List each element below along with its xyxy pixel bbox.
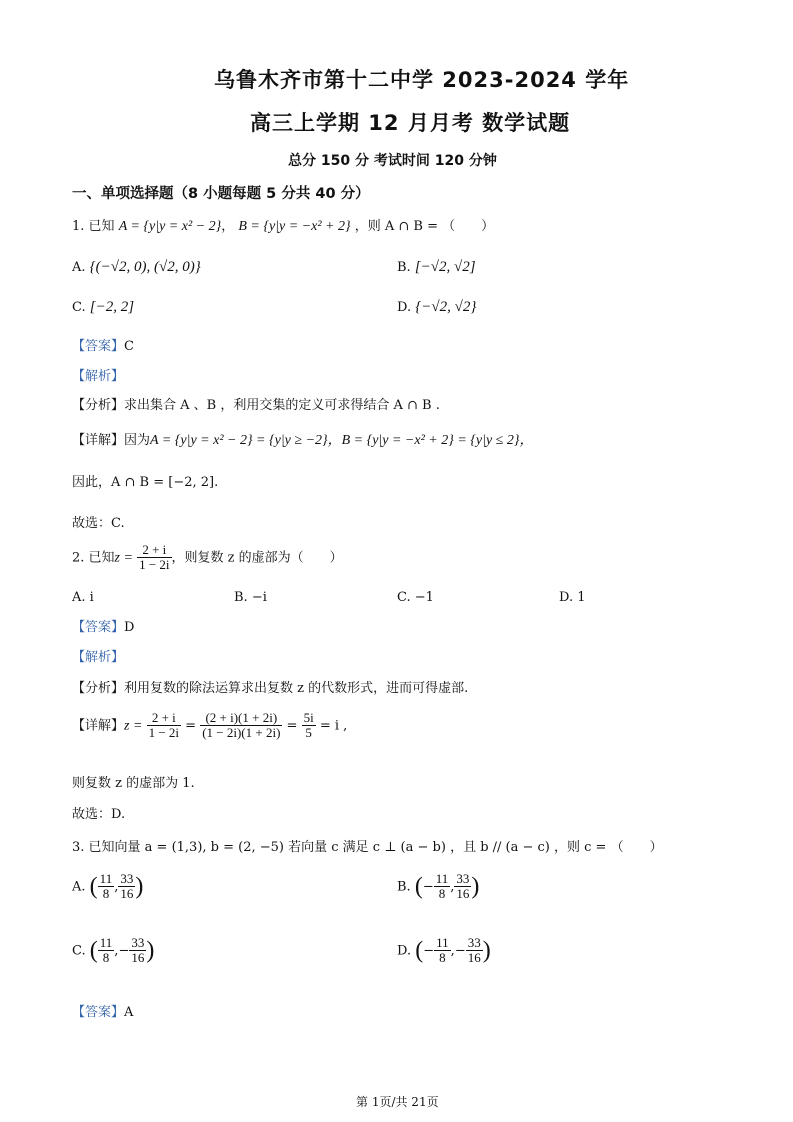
q1-fenxi [72, 398, 440, 414]
paren-open: ( [415, 937, 424, 964]
q1-analysis-heading [72, 369, 124, 385]
fraction-numerator: 2 + i [147, 711, 181, 726]
answer-label: 【答案】 [72, 620, 125, 635]
option-label: C. [72, 300, 86, 315]
q1-option-c [72, 298, 134, 316]
analysis-label: 【解析】 [72, 369, 125, 384]
q2-answer [72, 620, 134, 636]
paren-open: ( [89, 873, 98, 900]
option-label: C. [72, 943, 86, 959]
fraction-numerator: 2 + i [137, 543, 171, 558]
option-text: [−2, 2] [89, 299, 135, 315]
option-label: D. [397, 300, 412, 315]
fraction-numerator: 33 [120, 871, 134, 886]
fraction-numerator: 33 [456, 871, 470, 886]
answer-value: C [124, 339, 134, 354]
question-2-number: 2. 已知 [72, 550, 115, 566]
q3-option-d: D. (− $\frac{11}{8}$ ,− $\frac{33}{16}$ ) [397, 935, 491, 966]
answer-label: 【答案】 [72, 339, 125, 354]
q2-fraction [137, 543, 171, 573]
option-label: D. [397, 943, 412, 959]
option-text: [−√2, √2] [414, 259, 476, 275]
paren-open: ( [89, 937, 98, 964]
option-text: {−√2, √2} [415, 299, 477, 315]
answer-label: 【答案】 [72, 1005, 125, 1020]
fraction-denominator: 16 [120, 886, 134, 902]
equals: = [185, 718, 197, 734]
vector-y-fraction [118, 872, 135, 902]
option-label: A. [72, 260, 86, 275]
analysis-label: 【解析】 [72, 650, 125, 665]
equals: = [286, 718, 298, 734]
page-title-line1: 乌鲁木齐市第十二中学 2023-2024 学年 [214, 68, 630, 92]
q2-choose: 故选：D. [72, 807, 126, 822]
section-heading: 一、单项选择题（8 小题每题 5 分共 40 分） [72, 186, 370, 202]
paren-close: ) [146, 937, 155, 964]
detail-fraction-2 [200, 711, 282, 741]
fraction-denominator: 8 [102, 950, 110, 966]
sign-2: − [454, 943, 466, 959]
option-label: B. [234, 590, 248, 605]
vector-x-fraction [434, 872, 451, 902]
fraction-numerator: 11 [436, 935, 449, 950]
paren-open: ( [414, 873, 423, 900]
option-text: i [89, 590, 94, 605]
q2-conclusion: 则复数 z 的虚部为 1. [72, 776, 195, 791]
q3-answer [72, 1005, 133, 1021]
fraction-denominator: 16 [467, 950, 481, 966]
q2-option-d [559, 590, 586, 606]
fraction-numerator: (2 + i)(1 + 2i) [200, 711, 282, 726]
option-text: −1 [414, 590, 434, 605]
paren-close: ) [135, 873, 144, 900]
fraction-numerator: 11 [435, 871, 449, 886]
q3-option-b: B. (− $\frac{11}{8}$ , $\frac{33}{16}$ ) [397, 871, 480, 902]
q1-option-d [397, 298, 476, 316]
q2-option-c [397, 590, 434, 606]
answer-value: A [124, 1005, 134, 1020]
q1-detail [72, 433, 533, 450]
fenxi-label: 【分析】 [72, 681, 125, 696]
fraction-numerator: 11 [99, 871, 113, 886]
question-2-ask: ，则复数 z 的虚部为（ ） [171, 550, 343, 566]
question-3-stem: 3. 已知向量 a = (1,3), b = (2, −5) 若向量 c 满足 c ⊥ (a − b) ，且 b // (a − c) ，则 c = （ ） [72, 840, 663, 855]
page-number: 第 1页/共 21页 [356, 1095, 439, 1109]
comma: ， [221, 219, 235, 234]
paren-close: ) [482, 937, 491, 964]
fraction-numerator: 11 [99, 935, 113, 950]
fenxi-label: 【分析】 [72, 398, 125, 413]
fraction-numerator: 33 [131, 935, 145, 950]
q2-option-a [72, 590, 94, 606]
fraction-denominator: 8 [102, 886, 110, 902]
q2-option-b [234, 590, 267, 606]
question-1-ask: ，则 A ∩ B = （ ） [354, 219, 495, 234]
page-title-line2: 高三上学期 12 月月考 数学试题 [250, 111, 571, 135]
option-label: A. [72, 879, 86, 895]
q1-therefore: 因此，A ∩ B = [−2, 2]. [72, 475, 219, 490]
set-a: A = {y|y = x² − 2} [118, 219, 222, 234]
vector-x-fraction [434, 936, 451, 966]
detail-fraction-3 [302, 711, 316, 741]
option-text: −i [251, 590, 267, 605]
q2-fenxi [72, 681, 468, 697]
q1-choose: 故选：C. [72, 516, 125, 531]
option-text: 1 [577, 590, 586, 605]
option-label: B. [397, 260, 411, 275]
z-eq: z = [114, 550, 133, 566]
fraction-denominator: 8 [438, 886, 446, 902]
sign-1: − [422, 879, 434, 895]
answer-value: D [124, 620, 135, 635]
q1-option-a [72, 258, 201, 276]
q1-option-b [397, 258, 476, 276]
sign-2: − [118, 943, 130, 959]
detail-lead: 因为 [124, 433, 151, 448]
option-label: A. [72, 590, 86, 605]
detail-end: = i , [319, 718, 348, 734]
vector-y-fraction [454, 872, 471, 902]
fenxi-text: 利用复数的除法运算求出复数 z 的代数形式，进而可得虚部. [124, 681, 469, 696]
q3-option-c: C. ( $\frac{11}{8}$ ,− $\frac{33}{16}$ ) [72, 935, 155, 966]
option-label: C. [397, 590, 411, 605]
fraction-denominator: 1 − 2i [139, 557, 170, 573]
paren-close: ) [471, 873, 480, 900]
vector-y-fraction [466, 936, 483, 966]
fraction-denominator: (1 − 2i)(1 + 2i) [202, 725, 281, 741]
fenxi-text: 求出集合 A 、B ，利用交集的定义可求得结合 A ∩ B . [124, 398, 440, 413]
exam-subtitle: 总分 150 分 考试时间 120 分钟 [288, 153, 497, 169]
fraction-denominator: 5 [305, 725, 312, 741]
vector-x-fraction [98, 872, 115, 902]
fraction-denominator: 16 [456, 886, 470, 902]
vector-x-fraction [98, 936, 115, 966]
detail-fraction-1 [147, 711, 181, 741]
q2-detail [72, 711, 347, 741]
detail-label: 【详解】 [72, 433, 125, 448]
question-1-stem [72, 219, 494, 236]
question-1-number: 1. 已知 [72, 219, 115, 234]
question-2-stem [72, 543, 343, 573]
fraction-denominator: 16 [131, 950, 145, 966]
q2-analysis-heading [72, 650, 124, 666]
q3-option-a: A. ( $\frac{11}{8}$ , $\frac{33}{16}$ ) [72, 871, 144, 902]
sign-1: − [423, 943, 435, 959]
fraction-numerator: 33 [467, 935, 481, 950]
d-z: z = [124, 718, 143, 734]
fraction-numerator: 5i [303, 710, 314, 725]
fraction-denominator: 1 − 2i [148, 725, 180, 741]
option-label: D. [559, 590, 574, 605]
vector-y-fraction [129, 936, 146, 966]
fraction-denominator: 8 [439, 950, 446, 966]
q1-answer [72, 339, 134, 355]
option-text: {(−√2, 0), (√2, 0)} [89, 259, 201, 275]
set-b: B = {y|y = −x² + 2} [238, 219, 351, 234]
option-label: B. [397, 879, 411, 895]
detail-math: A = {y|y = x² − 2} = {y|y ≥ −2}，B = {y|y = −x² + 2} = {y|y ≤ 2}， [150, 433, 534, 448]
detail-label: 【详解】 [72, 718, 125, 734]
